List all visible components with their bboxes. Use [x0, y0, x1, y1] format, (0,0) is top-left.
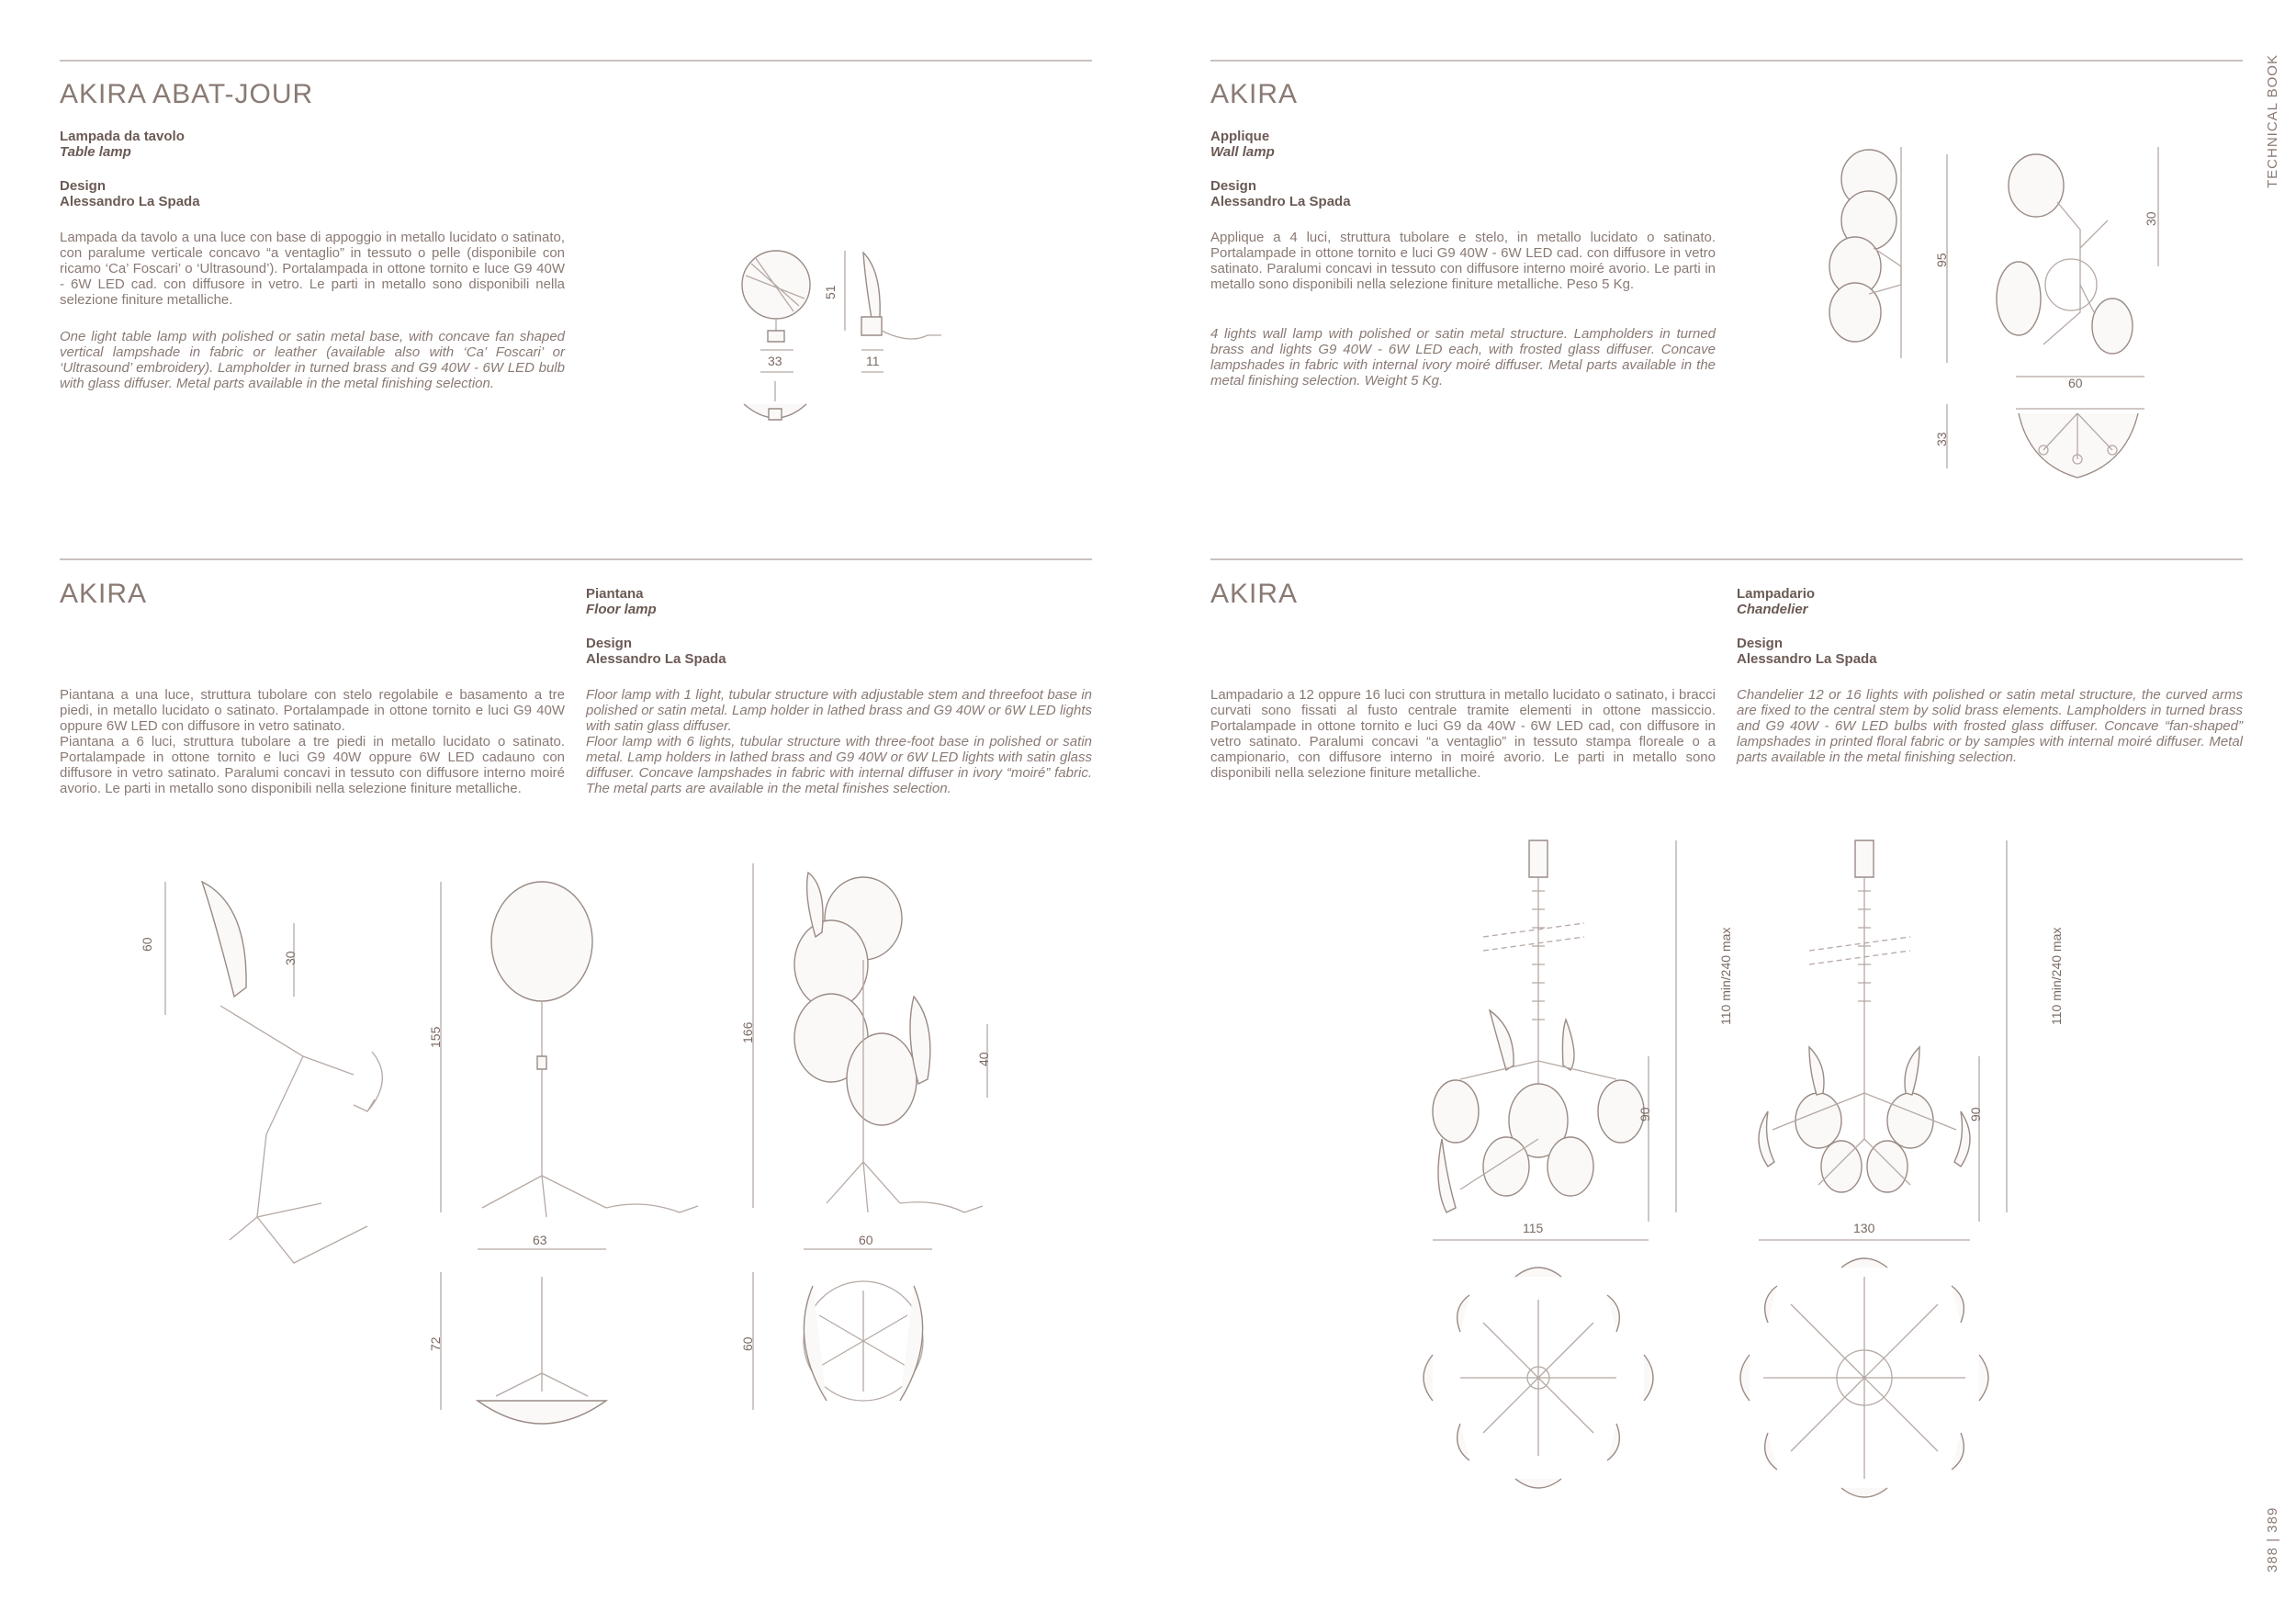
wall-lamp-design: Design Alessandro La Spada — [1210, 178, 1351, 209]
floor-lamp-6-height-dim: 166 — [740, 1021, 755, 1043]
floor-lamp-6-view — [740, 863, 991, 1249]
top-right-rule — [1210, 60, 2243, 62]
wall-lamp-front-view — [1997, 147, 2158, 390]
chandelier-12-total-h-dim: 110 min/240 max — [1718, 927, 1733, 1025]
table-lamp-design: Design Alessandro La Spada — [60, 178, 200, 209]
table-lamp-type: Lampada da tavolo Table lamp — [60, 129, 185, 160]
floor-lamp-6-base-dim: 60 — [740, 1336, 755, 1351]
chandelier-drawing — [1405, 836, 2064, 1534]
floor-lamp-title: AKIRA — [60, 579, 148, 609]
floor-lamp-base-view — [428, 1272, 606, 1424]
chandelier-12-plan — [1424, 1268, 1653, 1488]
table-lamp-depth-dim: 11 — [866, 354, 880, 368]
chandelier-12-elevation — [1433, 840, 1733, 1240]
floor-lamp-desc-it: Piantana a una luce, struttura tubolare con stelo regolabile e basamento a tre piedi, in metallo lucidato o satinato. Portalampade in ottone tornito e luci G9 40W oppure 6W LED con diffusore in vetro satinato. Piantana a 6 luci, struttura tubolare a tre piedi in metallo lucidato o satinato. Portalampade in ottone tornito e luci G9 40W oppure 6W LED cadauno con diffusore in vetro satinato. Paralumi concavi in tessuto con diffusore interno moiré avorio. Le parti in metallo sono disponibili nella selezione finiture metalliche. — [60, 687, 565, 796]
floor-lamp-side-height-dim: 60 — [140, 937, 154, 952]
table-lamp-title: AKIRA ABAT-JOUR — [60, 79, 314, 109]
chandelier-desc-en: Chandelier 12 or 16 lights with polished or satin metal structure, the curved arms are fixed to the central stem by solid brass elements. Lampholders in turned brass and G9 40W - 6W LED bulbs with frosted glass diffuser. Concave “fan-shaped” lampshades in printed floral fabric or by samples with internal moiré diffuser. Metal parts available in the metal finishing selection. — [1737, 687, 2243, 765]
floor-lamp-height-dim: 155 — [428, 1026, 443, 1048]
floor-lamp-6-top-view — [740, 1272, 923, 1410]
chandelier-design: Design Alessandro La Spada — [1737, 636, 1877, 667]
table-lamp-top-view — [744, 381, 806, 420]
table-lamp-height-dim: 51 — [823, 285, 838, 299]
floor-lamp-6-width-dim: 60 — [859, 1233, 873, 1247]
top-left-rule — [60, 60, 1092, 62]
chandelier-desc-it: Lampadario a 12 oppure 16 luci con struttura in metallo lucidato o satinato, i bracci curvati sono fissati al fusto centrale tramite elementi in ottone massiccio. Portalampade in ottone tornito e luci G9 da 40W - 6W LED cad, con diffusore in vetro satinato. Paralumi concavi “a ventaglio” in tessuto stampa floreale o a campionario, con diffusore interno in moiré avorio. Le parti in metallo sono disponibili nella selezione finiture metalliche. — [1210, 687, 1716, 781]
side-header: TECHNICAL BOOK — [2265, 54, 2280, 188]
table-lamp-desc-it: Lampada da tavolo a una luce con base di appoggio in metallo lucidato o satinato, con paralume verticale concavo “a ventaglio” in tessuto o pelle (disponibile con ricamo ‘Ca’ Foscari’ o ‘Ultrasound’). Portalampada in ottone tornito e luce G9 40W - 6W LED cad. con diffusore in vetro. Le parti in metallo sono disponibili nella selezione finiture metalliche. — [60, 230, 565, 308]
chandelier-16-elevation — [1759, 840, 2064, 1240]
wall-lamp-title: AKIRA — [1210, 79, 1299, 109]
floor-lamp-6-shade-dim: 40 — [976, 1052, 991, 1066]
wall-lamp-desc-en: 4 lights wall lamp with polished or satin metal structure. Lampholders in turned brass and lights G9 40W - 6W LED each, with frosted glass diffuser. Concave lampshades in fabric with internal ivory moiré diffuser. Metal parts available in the metal finishing selection. Weight 5 Kg. — [1210, 326, 1716, 389]
wall-lamp-side-view — [1829, 147, 1949, 363]
page-numbers: 388 | 389 — [2265, 1506, 2280, 1572]
wall-lamp-drawing — [1818, 147, 2177, 496]
floor-lamp-drawing — [129, 859, 1038, 1437]
chandelier-12-width-dim: 115 — [1523, 1221, 1544, 1235]
table-lamp-side-view — [823, 251, 941, 372]
wall-lamp-height-dim: 95 — [1934, 253, 1949, 267]
chandelier-12-body-h-dim: 90 — [1638, 1107, 1652, 1121]
floor-lamp-design: Design Alessandro La Spada — [586, 636, 726, 667]
chandelier-16-body-h-dim: 90 — [1968, 1107, 1983, 1121]
floor-lamp-width-dim: 63 — [533, 1233, 547, 1247]
wall-lamp-width-dim: 60 — [2068, 376, 2083, 390]
floor-lamp-shade-dim: 30 — [283, 951, 298, 965]
wall-lamp-shade-dim: 30 — [2144, 211, 2158, 226]
table-lamp-front-view — [742, 251, 810, 372]
floor-lamp-side-view — [140, 882, 382, 1263]
chandelier-16-plan — [1740, 1258, 1988, 1497]
table-lamp-width-dim: 33 — [768, 354, 782, 368]
floor-lamp-desc-en: Floor lamp with 1 light, tubular structure with adjustable stem and threefoot base in polished or satin metal. Lamp holder in lathed brass and G9 40W or 6W LED lights with satin glass diffuser. Floor lamp with 6 lights, tubular structure with three-foot base in polished or satin metal. Lamp holders in lathed brass and G9 40W or 6W LED lights with satin glass diffuser. Concave lampshades in fabric with internal diffuser in ivory “moiré” fabric. The metal parts are available in the metal finishes selection. — [586, 687, 1092, 796]
floor-lamp-type: Piantana Floor lamp — [586, 586, 657, 617]
mid-right-rule — [1210, 558, 2243, 560]
wall-lamp-depth-dim: 33 — [1934, 432, 1949, 446]
chandelier-16-total-h-dim: 110 min/240 max — [2049, 927, 2064, 1025]
chandelier-16-width-dim: 130 — [1853, 1221, 1875, 1235]
wall-lamp-top-view — [1934, 404, 2144, 478]
floor-lamp-base-dim: 72 — [428, 1336, 443, 1351]
chandelier-title: AKIRA — [1210, 579, 1299, 609]
wall-lamp-desc-it: Applique a 4 luci, struttura tubolare e stelo, in metallo lucidato o satinato. Portalampade in ottone tornito e luci G9 40W - 6W LED cad. con diffusore in vetro satinato. Paralumi concavi in tessuto con diffusore interno moiré avorio. Le parti in metallo sono disponibili nella selezione finiture metalliche. Peso 5 Kg. — [1210, 230, 1716, 292]
mid-left-rule — [60, 558, 1092, 560]
table-lamp-desc-en: One light table lamp with polished or satin metal base, with concave fan shaped vertical lampshade in fabric or leather (available also with ‘Ca’ Foscari’ or ‘Ultrasound’ embroidery). Lampholder in turned brass and G9 40W - 6W LED bulb with glass diffuser. Metal parts available in the metal finishing selection. — [60, 329, 565, 391]
floor-lamp-front-view — [428, 882, 698, 1249]
wall-lamp-type: Applique Wall lamp — [1210, 129, 1275, 160]
table-lamp-drawing — [735, 243, 946, 436]
chandelier-type: Lampadario Chandelier — [1737, 586, 1816, 617]
